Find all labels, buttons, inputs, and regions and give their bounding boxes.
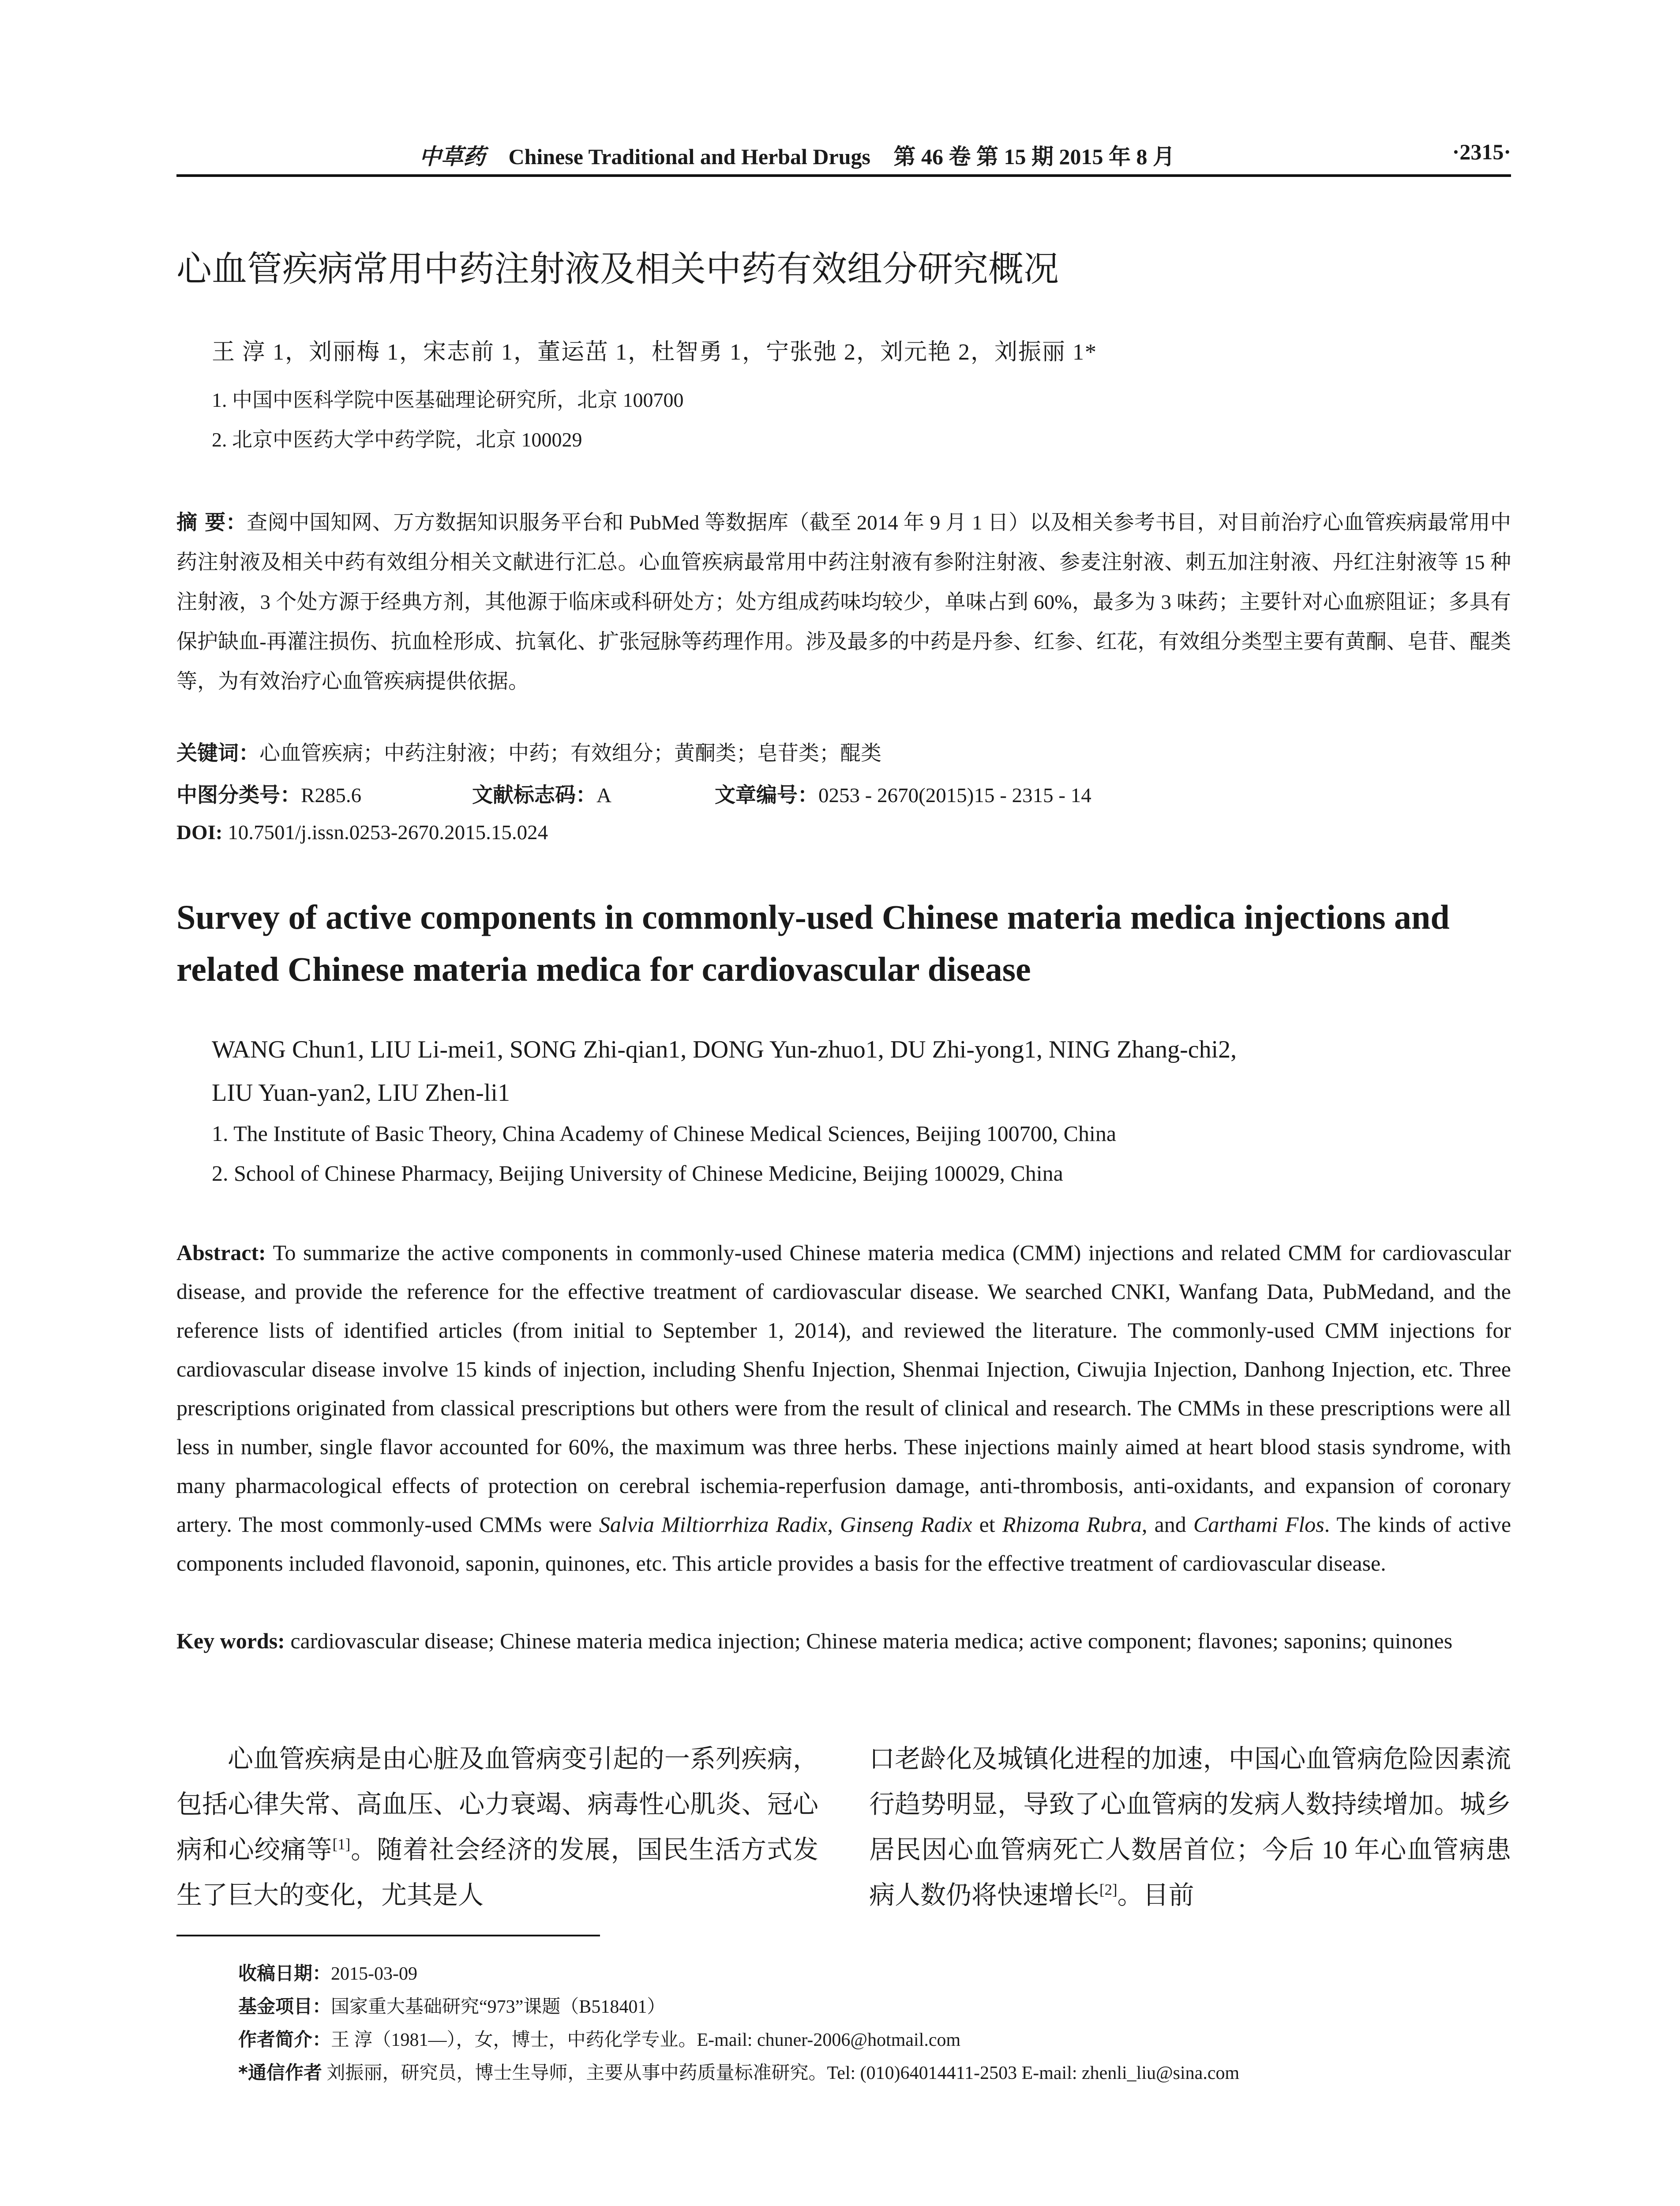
english-keywords-label: Key words:	[176, 1628, 285, 1653]
english-authors	[212, 1028, 1491, 1114]
chinese-keywords-label: 关键词：	[176, 741, 259, 765]
footnote-rule	[176, 1935, 600, 1936]
footnote-fund: 基金项目：国家重大基础研究“973”课题（B518401）	[238, 1996, 666, 2017]
chinese-keywords	[176, 737, 1511, 766]
chinese-title: 心血管疾病常用中药注射液及相关中药有效组分研究概况	[176, 248, 1059, 289]
page-number: ·2315·	[1452, 139, 1511, 164]
chinese-keywords-text: 心血管疾病；中药注射液；中药；有效组分；黄酮类；皂苷类；醌类	[259, 742, 881, 765]
header-rule	[176, 174, 1511, 177]
chinese-abstract	[176, 503, 1511, 702]
footnote-author-bio: 作者简介：王 淳（1981—），女，博士，中药化学专业。E-mail: chuner-2006@hotmail.com	[238, 2029, 961, 2050]
english-authors-line-2: LIU Yuan-yan2, LIU Zhen-li1	[212, 1079, 510, 1107]
body-column-left: 心血管疾病是由心脏及血管病变引起的一系列疾病，包括心律失常、高血压、心力衰竭、病毒性心肌炎、冠心病和心绞痛等[1]。随着社会经济的发展，国民生活方式发生了巨大的变化，尤其是人	[176, 1745, 818, 1910]
clc-number: 中图分类号：R285.6	[176, 783, 362, 807]
english-abstract: Abstract: To summarize the active components in commonly-used Chinese materia medica (CMM) injections and related CMM for cardiovascular disease, and provide the reference for the effective treatment of cardiovascular disease. We searched CNKI, Wanfang Data, PubMedand, and the reference lists of identified articles (from initial to September 1, 2014), and reviewed the literature. The commonly-used CMM injections for cardiovascular disease involve 15 kinds of injection, including Shenfu Injection, Shenmai Injection, Ciwujia Injection, Danhong Injection, etc. Three prescriptions originated from classical prescriptions but others were from the result of clinical and research. The CMMs in these prescriptions were all less in number, single flavor accounted for 60%, the maximum was three herbs. These injections mainly aimed at heart blood stasis syndrome, with many pharmacological effects of protection on cerebral ischemia-reperfusion damage, anti-thrombosis, anti-oxidants, and expansion of coronary artery. The most commonly-used CMMs were Salvia Miltiorrhiza Radix, Ginseng Radix et Rhizoma Rubra, and Carthami Flos. The kinds of active components included flavonoid, saponin, quinones, etc. This article provides a basis for the effective treatment of cardiovascular disease.	[176, 1240, 1511, 1576]
chinese-authors: 王 淳 1，刘丽梅 1，宋志前 1，董运茁 1，杜智勇 1，宁张弛 2，刘元艳 2，刘振丽 1*	[212, 340, 1098, 365]
english-title: Survey of active components in commonly-used Chinese materia medica injections and related Chinese materia medica for cardiovascular disease	[176, 898, 1450, 988]
journal-name-cn: 中草药	[419, 143, 485, 169]
english-keywords-text: cardiovascular disease; Chinese materia medica injection; Chinese materia medica; active component; flavones; saponins; quinones	[290, 1628, 1453, 1653]
doi-line	[176, 821, 548, 844]
article-number: 文章编号：0253 - 2670(2015)15 - 2315 - 14	[715, 783, 1091, 807]
body-column-right: 口老龄化及城镇化进程的加速，中国心血管病危险因素流行趋势明显，导致了心血管病的发病人数持续增加。城乡居民因心血管病死亡人数居首位；今后 10 年心血管病患病人数仍将快速增长[2]。目前	[869, 1745, 1511, 1910]
chinese-abstract-text: 查阅中国知网、万方数据知识服务平台和 PubMed 等数据库（截至 2014 年 9 月 1 日）以及相关参考书目，对目前治疗心血管疾病最常用中药注射液及相关中药有效组分相关文献进行汇总。心血管疾病最常用中药注射液有参附注射液、参麦注射液、刺五加注射液、丹红注射液等 15 种注射液，3 个处方源于经典方剂，其他源于临床或科研处方；处方组成药味均较少，单味占到 60%，最多为 3 味药；主要针对心血瘀阻证；多具有保护缺血-再灌注损伤、抗血栓形成、抗氧化、扩张冠脉等药理作用。涉及最多的中药是丹参、红参、红花，有效组分类型主要有黄酮、皂苷、醌类等，为有效治疗心血管疾病提供依据。	[176, 511, 1511, 693]
citation-ref[interactable]: [2]	[1099, 1881, 1118, 1898]
doi-label: DOI:	[176, 821, 223, 844]
herb-name: Carthami Flos	[1193, 1512, 1324, 1537]
footnote-received: 收稿日期：2015-03-09	[238, 1962, 417, 1984]
english-affiliation-2: 2. School of Chinese Pharmacy, Beijing University of Chinese Medicine, Beijing 100029, China	[212, 1161, 1063, 1186]
document-code: 文献标志码：A	[472, 783, 611, 807]
footnote-corresponding-author: *通信作者 刘振丽，研究员，博士生导师，主要从事中药质量标准研究。Tel: (010)64014411-2503 E-mail: zhenli_liu@sina.com	[238, 2062, 1240, 2083]
running-header	[176, 135, 1511, 170]
citation-ref[interactable]: [1]	[332, 1835, 351, 1853]
english-affiliation-1: 1. The Institute of Basic Theory, China Academy of Chinese Medical Sciences, Beijing 100700, China	[212, 1121, 1117, 1146]
chinese-abstract-label: 摘 要：	[176, 510, 247, 535]
english-authors-line-1: WANG Chun1, LIU Li-mei1, SONG Zhi-qian1, DONG Yun-zhuo1, DU Zhi-yong1, NING Zhang-chi2,	[212, 1036, 1237, 1063]
journal-volume: 第 46 卷 第 15 期 2015 年 8 月	[893, 144, 1175, 169]
english-keywords	[176, 1621, 1511, 1660]
herb-name: Rhizoma Rubra	[1002, 1512, 1142, 1537]
herb-name: Ginseng Radix	[840, 1512, 972, 1537]
chinese-affiliation-2: 2. 北京中医药大学中药学院，北京 100029	[212, 428, 582, 451]
herb-name: Salvia Miltiorrhiza Radix	[599, 1512, 828, 1537]
english-abstract-label: Abstract:	[176, 1240, 266, 1265]
doi-link[interactable]: 10.7501/j.issn.0253-2670.2015.15.024	[228, 821, 548, 844]
journal-info	[419, 139, 1175, 171]
chinese-affiliation-1: 1. 中国中医科学院中医基础理论研究所，北京 100700	[212, 389, 684, 411]
journal-name-en: Chinese Traditional and Herbal Drugs	[508, 144, 870, 169]
